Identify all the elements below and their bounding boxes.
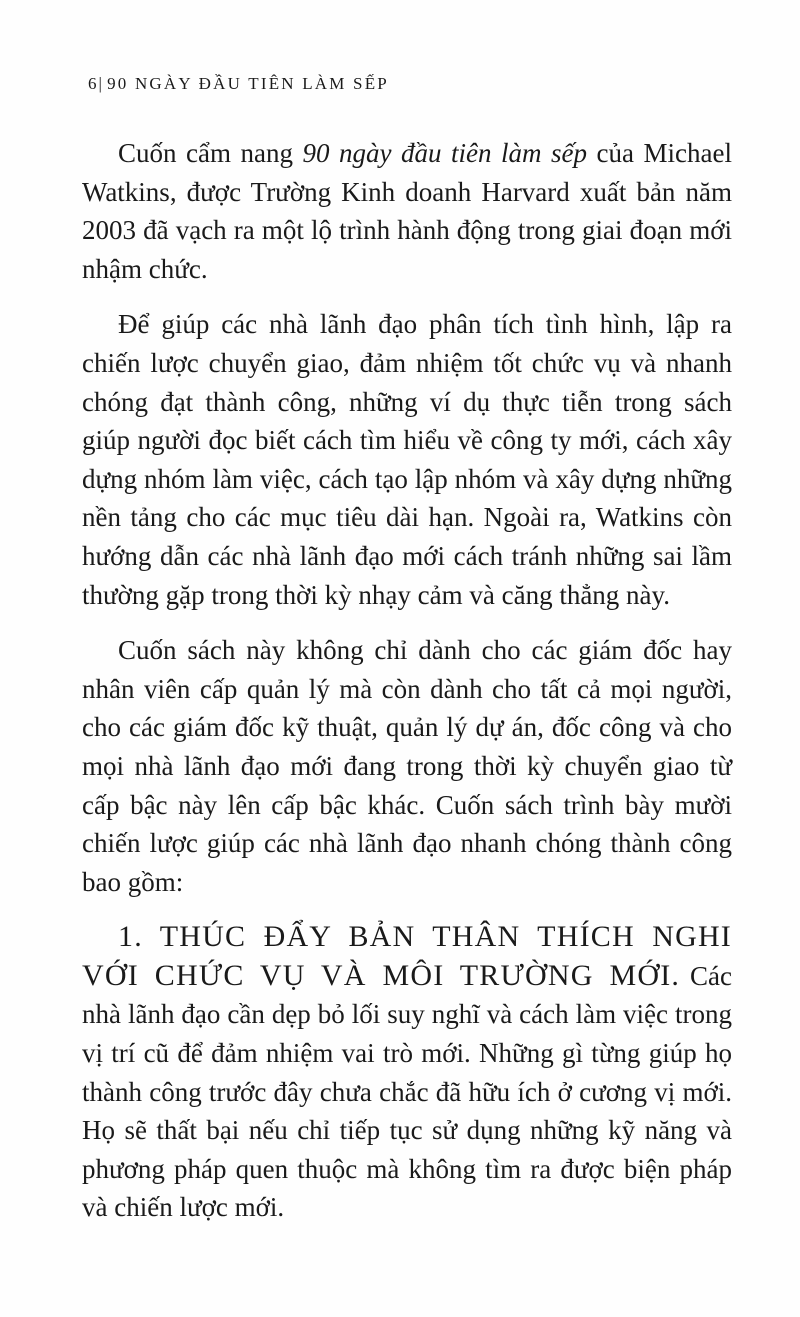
page-number: 6 — [88, 74, 97, 93]
intro-text-after: của Michael Watkins, được Trường Kinh doanh Harvard xuất bản năm 2003 đã vạch ra một lộ trình hành động trong giai đoạn mới nhậm chức. — [82, 138, 732, 284]
italic-book-title: 90 ngày đầu tiên làm sếp — [302, 138, 588, 168]
paragraph-intro — [82, 134, 732, 288]
strategy-point-1 — [82, 918, 732, 1227]
body-text — [82, 134, 732, 1227]
strategy-point-1-heading: 1. THÚC ĐẨY BẢN THÂN THÍCH NGHI VỚI CHỨC VỤ VÀ MÔI TRƯỜNG MỚI. — [82, 920, 732, 992]
running-header — [88, 74, 389, 94]
book-title-header: 90 NGÀY ĐẦU TIÊN LÀM SẾP — [107, 74, 389, 93]
intro-text-before: Cuốn cẩm nang — [118, 138, 303, 168]
header-separator: | — [98, 74, 105, 93]
paragraph-audience: Cuốn sách này không chỉ dành cho các giám đốc hay nhân viên cấp quản lý mà còn dành cho tất cả mọi người, cho các giám đốc kỹ thuật, quản lý dự án, đốc công và cho mọi nhà lãnh đạo mới đang trong thời kỳ chuyển giao từ cấp bậc này lên cấp bậc khác. Cuốn sách trình bày mười chiến lược giúp các nhà lãnh đạo nhanh chóng thành công bao gồm: — [82, 635, 732, 897]
strategy-point-1-body: Các nhà lãnh đạo cần dẹp bỏ lối suy nghĩ và cách làm việc trong vị trí cũ để đảm nhiệm vai trò mới. Những gì từng giúp họ thành công trước đây chưa chắc đã hữu ích ở cương vị mới. Họ sẽ thất bại nếu chỉ tiếp tục sử dụng những kỹ năng và phương pháp quen thuộc mà không tìm ra được biện pháp và chiến lược mới. — [82, 960, 732, 1223]
paragraph-purpose: Để giúp các nhà lãnh đạo phân tích tình hình, lập ra chiến lược chuyển giao, đảm nhiệm tốt chức vụ và nhanh chóng đạt thành công, những ví dụ thực tiễn trong sách giúp người đọc biết cách tìm hiểu về công ty mới, cách xây dựng nhóm làm việc, cách tạo lập nhóm và xây dựng những nền tảng cho các mục tiêu dài hạn. Ngoài ra, Watkins còn hướng dẫn các nhà lãnh đạo mới cách tránh những sai lầm thường gặp trong thời kỳ nhạy cảm và căng thẳng này. — [82, 309, 732, 610]
